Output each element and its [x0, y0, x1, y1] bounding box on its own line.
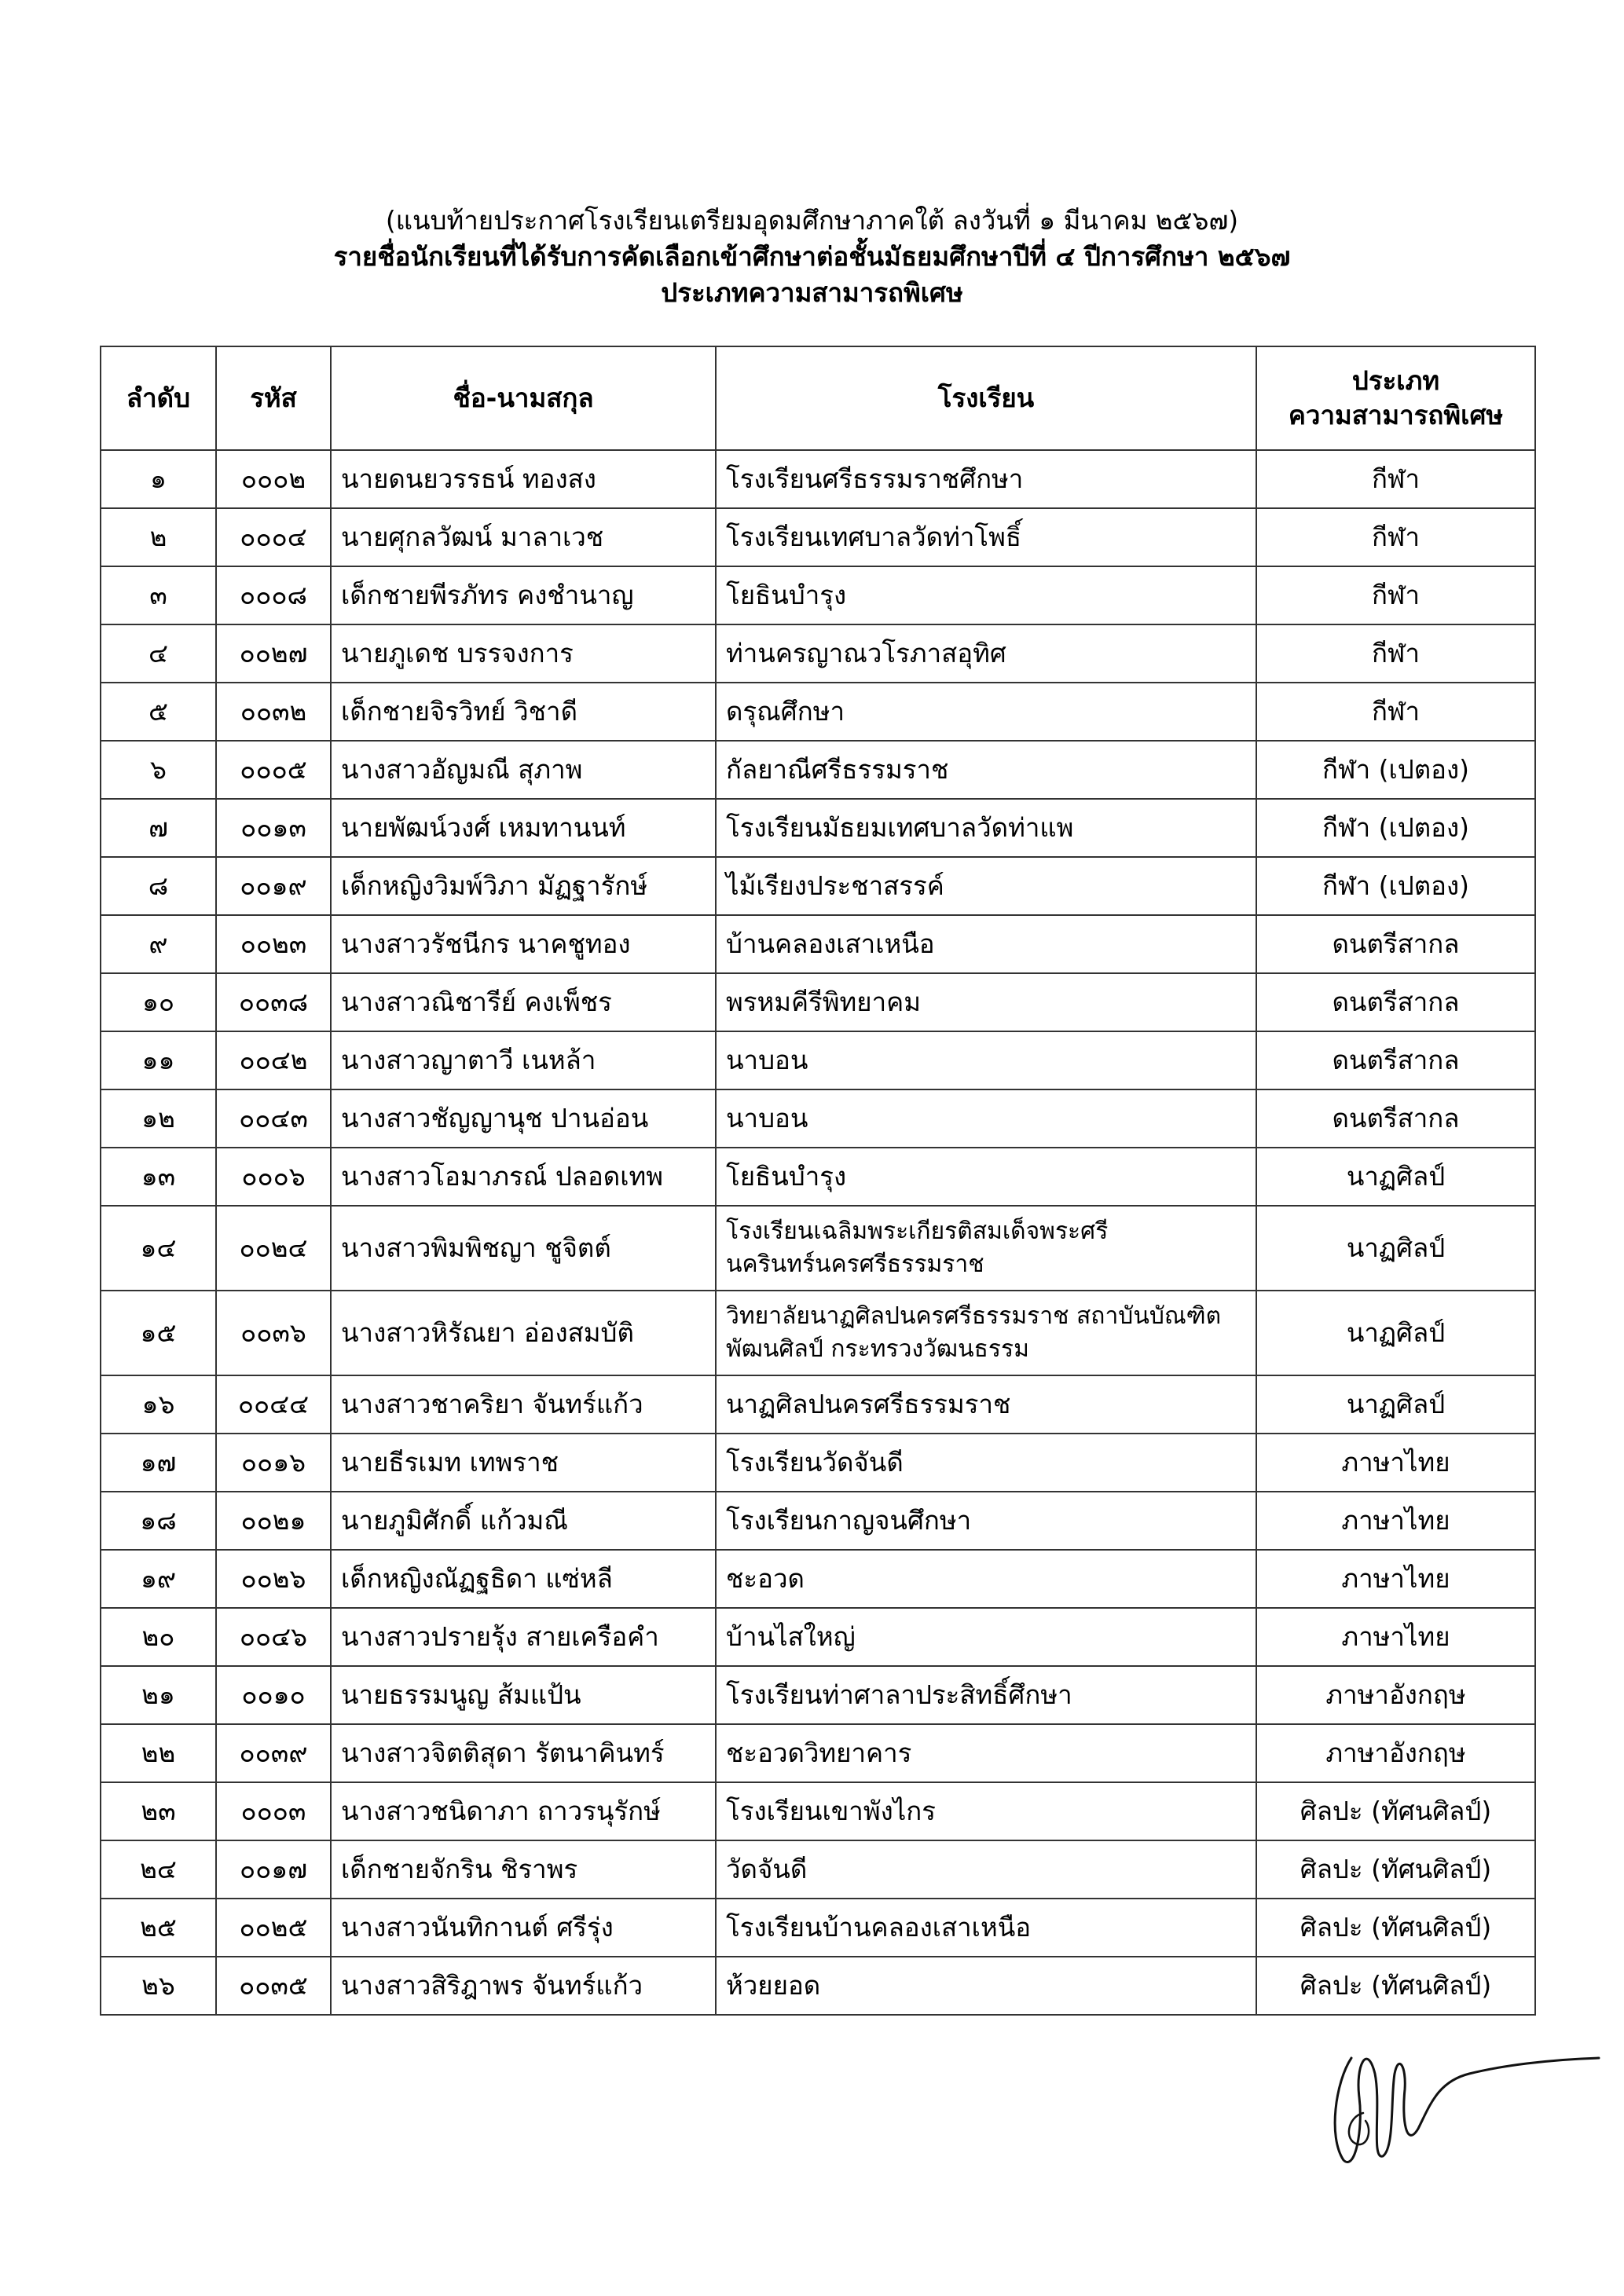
- cell-no: ๒: [101, 508, 216, 566]
- cell-name: นายภูเดช บรรจงการ: [331, 624, 716, 683]
- cell-category: กีฬา: [1256, 566, 1535, 624]
- cell-category: ภาษาอังกฤษ: [1256, 1666, 1535, 1724]
- cell-school: ท่านครญาณวโรภาสอุทิศ: [716, 624, 1256, 683]
- table-row: [101, 1492, 1535, 1550]
- cell-name: นายดนยวรรธน์ ทองสง: [331, 450, 716, 508]
- cell-school: [716, 1206, 1256, 1291]
- table-header-row: [101, 346, 1535, 450]
- table-row: [101, 1031, 1535, 1089]
- cell-school: บ้านคลองเสาเหนือ: [716, 915, 1256, 973]
- cell-name: เด็กชายจิรวิทย์ วิชาดี: [331, 683, 716, 741]
- table-row: [101, 1957, 1535, 2015]
- cell-name: นางสาวหิรัณยา อ่องสมบัติ: [331, 1291, 716, 1375]
- cell-category: นาฏศิลป์: [1256, 1291, 1535, 1375]
- table-row: [101, 1724, 1535, 1782]
- cell-school: โรงเรียนศรีธรรมราชศึกษา: [716, 450, 1256, 508]
- cell-category: ภาษาไทย: [1256, 1434, 1535, 1492]
- cell-code: ๐๐๓๘: [216, 973, 331, 1031]
- cell-school: โรงเรียนบ้านคลองเสาเหนือ: [716, 1899, 1256, 1957]
- cell-code: ๐๐๒๗: [216, 624, 331, 683]
- cell-school: นาฏศิลปนครศรีธรรมราช: [716, 1375, 1256, 1434]
- cell-no: ๗: [101, 799, 216, 857]
- cell-no: ๑: [101, 450, 216, 508]
- cell-code: ๐๐๒๖: [216, 1550, 331, 1608]
- cell-name: นายศุกลวัฒน์ มาลาเวช: [331, 508, 716, 566]
- cell-name: นางสาวชาคริยา จันทร์แก้ว: [331, 1375, 716, 1434]
- table-row: [101, 857, 1535, 915]
- cell-code: ๐๐๑๓: [216, 799, 331, 857]
- cell-code: ๐๐๐๘: [216, 566, 331, 624]
- table-row: [101, 1089, 1535, 1148]
- cell-no: ๒๓: [101, 1782, 216, 1840]
- col-header-no: ลำดับ: [101, 346, 216, 450]
- cell-school: โรงเรียนเขาพังไกร: [716, 1782, 1256, 1840]
- cell-school: นาบอน: [716, 1089, 1256, 1148]
- cell-category: ภาษาไทย: [1256, 1550, 1535, 1608]
- cell-category: ศิลปะ (ทัศนศิลป์): [1256, 1899, 1535, 1957]
- table-row: [101, 1291, 1535, 1375]
- table-row: [101, 1550, 1535, 1608]
- cell-category: นาฏศิลป์: [1256, 1148, 1535, 1206]
- cell-no: ๖: [101, 741, 216, 799]
- page-title: รายชื่อนักเรียนที่ได้รับการคัดเลือกเข้าศึกษาต่อชั้นมัธยมศึกษาปีที่ ๔ ปีการศึกษา ๒๕๖๗: [333, 241, 1291, 272]
- cell-name: นายพัฒน์วงศ์ เหมทานนท์: [331, 799, 716, 857]
- cell-no: ๒๑: [101, 1666, 216, 1724]
- cell-category: ดนตรีสากล: [1256, 1089, 1535, 1148]
- table-row: [101, 741, 1535, 799]
- cell-category: กีฬา: [1256, 683, 1535, 741]
- cell-school: ห้วยยอด: [716, 1957, 1256, 2015]
- cell-no: ๔: [101, 624, 216, 683]
- cell-code: ๐๐๓๕: [216, 1957, 331, 2015]
- cell-name: นางสาวณิชารีย์ คงเพ็ชร: [331, 973, 716, 1031]
- cell-no: ๑๘: [101, 1492, 216, 1550]
- cell-no: ๑๓: [101, 1148, 216, 1206]
- cell-school: ชะอวด: [716, 1550, 1256, 1608]
- cell-category: กีฬา (เปตอง): [1256, 857, 1535, 915]
- cell-category: ศิลปะ (ทัศนศิลป์): [1256, 1840, 1535, 1899]
- student-table: [100, 346, 1536, 2016]
- cell-code: ๐๐๔๖: [216, 1608, 331, 1666]
- col-header-code: รหัส: [216, 346, 331, 450]
- table-row: [101, 1666, 1535, 1724]
- cell-name: เด็กชายจักริน ชิราพร: [331, 1840, 716, 1899]
- table-row: [101, 1899, 1535, 1957]
- cell-category: กีฬา: [1256, 624, 1535, 683]
- cell-code: ๐๐๓๖: [216, 1291, 331, 1375]
- col-header-name: ชื่อ-นามสกุล: [331, 346, 716, 450]
- cell-school: กัลยาณีศรีธรรมราช: [716, 741, 1256, 799]
- table-row: [101, 973, 1535, 1031]
- cell-name: นางสาวชัญญานุช ปานอ่อน: [331, 1089, 716, 1148]
- table-row: [101, 1148, 1535, 1206]
- cell-category: ภาษาไทย: [1256, 1608, 1535, 1666]
- cell-school: บ้านไสใหญ่: [716, 1608, 1256, 1666]
- cell-category: ศิลปะ (ทัศนศิลป์): [1256, 1782, 1535, 1840]
- cell-name: นางสาวจิตติสุดา รัตนาคินทร์: [331, 1724, 716, 1782]
- cell-category: ภาษาไทย: [1256, 1492, 1535, 1550]
- cell-school: ไม้เรียงประชาสรรค์: [716, 857, 1256, 915]
- signature-stroke: [1335, 2058, 1599, 2162]
- cell-name: นางสาวโอมาภรณ์ ปลอดเทพ: [331, 1148, 716, 1206]
- cell-name: นางสาวชนิดาภา ถาวรนุรักษ์: [331, 1782, 716, 1840]
- cell-category: กีฬา: [1256, 508, 1535, 566]
- table-row: [101, 799, 1535, 857]
- cell-code: ๐๐๑๗: [216, 1840, 331, 1899]
- cell-code: ๐๐๒๔: [216, 1206, 331, 1291]
- cell-school-line1: โรงเรียนเฉลิมพระเกียรติสมเด็จพระศรี: [726, 1218, 1109, 1245]
- cell-no: ๒๔: [101, 1840, 216, 1899]
- cell-school: พรหมคีรีพิทยาคม: [716, 973, 1256, 1031]
- cell-school: โยธินบำรุง: [716, 1148, 1256, 1206]
- cell-no: ๑๗: [101, 1434, 216, 1492]
- cell-category: ดนตรีสากล: [1256, 1031, 1535, 1089]
- cell-no: ๑๐: [101, 973, 216, 1031]
- cell-school: โรงเรียนกาญจนศึกษา: [716, 1492, 1256, 1550]
- cell-code: ๐๐๐๖: [216, 1148, 331, 1206]
- cell-school: ชะอวดวิทยาคาร: [716, 1724, 1256, 1782]
- table-row: [101, 566, 1535, 624]
- cell-no: ๕: [101, 683, 216, 741]
- cell-category: ดนตรีสากล: [1256, 973, 1535, 1031]
- cell-code: ๐๐๐๔: [216, 508, 331, 566]
- cell-code: ๐๐๓๒: [216, 683, 331, 741]
- cell-school: โยธินบำรุง: [716, 566, 1256, 624]
- cell-name: เด็กชายพีรภัทร คงชำนาญ: [331, 566, 716, 624]
- cell-name: นายธีรเมท เทพราช: [331, 1434, 716, 1492]
- cell-school: นาบอน: [716, 1031, 1256, 1089]
- cell-name: นางสาวปรายรุ้ง สายเครือคำ: [331, 1608, 716, 1666]
- cell-school-line1: วิทยาลัยนาฏศิลปนครศรีธรรมราช สถาบันบัณฑิต: [726, 1302, 1222, 1330]
- cell-no: ๑๙: [101, 1550, 216, 1608]
- cell-no: ๑๑: [101, 1031, 216, 1089]
- cell-code: ๐๐๔๓: [216, 1089, 331, 1148]
- col-header-category: [1256, 346, 1535, 450]
- cell-no: ๒๒: [101, 1724, 216, 1782]
- attachment-line: (แนบท้ายประกาศโรงเรียนเตรียมอุดมศึกษาภาคใต้ ลงวันที่ ๑ มีนาคม ๒๕๖๗): [385, 205, 1239, 236]
- cell-category: ภาษาอังกฤษ: [1256, 1724, 1535, 1782]
- cell-no: ๘: [101, 857, 216, 915]
- cell-school-line2: พัฒนศิลป์ กระทรวงวัฒนธรรม: [726, 1335, 1029, 1363]
- cell-school-line2: นครินทร์นครศรีธรรมราช: [726, 1251, 984, 1278]
- cell-code: ๐๐๔๔: [216, 1375, 331, 1434]
- cell-name: เด็กหญิงวิมพ์วิภา มัฏฐารักษ์: [331, 857, 716, 915]
- cell-category: กีฬา (เปตอง): [1256, 799, 1535, 857]
- cell-no: ๑๖: [101, 1375, 216, 1434]
- cell-category: นาฏศิลป์: [1256, 1206, 1535, 1291]
- cell-category: กีฬา (เปตอง): [1256, 741, 1535, 799]
- table-row: [101, 1782, 1535, 1840]
- cell-name: นางสาวพิมพิชญา ชูจิตต์: [331, 1206, 716, 1291]
- cell-school: โรงเรียนวัดจันดี: [716, 1434, 1256, 1492]
- cell-school: [716, 1291, 1256, 1375]
- cell-category: ศิลปะ (ทัศนศิลป์): [1256, 1957, 1535, 2015]
- signature-mark: [1320, 2011, 1603, 2176]
- cell-no: ๒๐: [101, 1608, 216, 1666]
- table-row: [101, 1375, 1535, 1434]
- table-row: [101, 1206, 1535, 1291]
- cell-name: นางสาวสิริฎาพร จันทร์แก้ว: [331, 1957, 716, 2015]
- cell-no: ๑๔: [101, 1206, 216, 1291]
- cell-code: ๐๐๑๖: [216, 1434, 331, 1492]
- cell-code: ๐๐๒๑: [216, 1492, 331, 1550]
- table-row: [101, 1608, 1535, 1666]
- cell-school: โรงเรียนท่าศาลาประสิทธิ์ศึกษา: [716, 1666, 1256, 1724]
- cell-code: ๐๐๒๕: [216, 1899, 331, 1957]
- cell-name: นางสาวนันทิกานต์ ศรีรุ่ง: [331, 1899, 716, 1957]
- cell-category: นาฏศิลป์: [1256, 1375, 1535, 1434]
- cell-code: ๐๐๐๕: [216, 741, 331, 799]
- cell-code: ๐๐๒๓: [216, 915, 331, 973]
- cell-code: ๐๐๑๐: [216, 1666, 331, 1724]
- cell-category: ดนตรีสากล: [1256, 915, 1535, 973]
- table-row: [101, 450, 1535, 508]
- cell-code: ๐๐๔๒: [216, 1031, 331, 1089]
- cell-school: วัดจันดี: [716, 1840, 1256, 1899]
- table-row: [101, 624, 1535, 683]
- col-header-category-line2: ความสามารถพิเศษ: [1288, 400, 1504, 430]
- cell-no: ๒๕: [101, 1899, 216, 1957]
- cell-no: ๒๖: [101, 1957, 216, 2015]
- cell-no: ๑๒: [101, 1089, 216, 1148]
- cell-code: ๐๐๐๓: [216, 1782, 331, 1840]
- cell-no: ๓: [101, 566, 216, 624]
- cell-school: โรงเรียนเทศบาลวัดท่าโพธิ์: [716, 508, 1256, 566]
- cell-no: ๑๕: [101, 1291, 216, 1375]
- cell-code: ๐๐๐๒: [216, 450, 331, 508]
- cell-name: นางสาวรัชนีกร นาคชูทอง: [331, 915, 716, 973]
- cell-category: กีฬา: [1256, 450, 1535, 508]
- cell-name: นายธรรมนูญ ส้มแป้น: [331, 1666, 716, 1724]
- cell-name: นายภูมิศักดิ์ แก้วมณี: [331, 1492, 716, 1550]
- table-row: [101, 508, 1535, 566]
- table-row: [101, 1434, 1535, 1492]
- cell-school: โรงเรียนมัธยมเทศบาลวัดท่าแพ: [716, 799, 1256, 857]
- table-row: [101, 683, 1535, 741]
- cell-code: ๐๐๑๙: [216, 857, 331, 915]
- cell-name: นางสาวญาตาวี เนหล้า: [331, 1031, 716, 1089]
- document-header: [0, 203, 1624, 311]
- cell-code: ๐๐๓๙: [216, 1724, 331, 1782]
- table-row: [101, 915, 1535, 973]
- cell-no: ๙: [101, 915, 216, 973]
- page-subtitle: ประเภทความสามารถพิเศษ: [661, 277, 963, 308]
- table-row: [101, 1840, 1535, 1899]
- col-header-category-line1: ประเภท: [1351, 365, 1440, 396]
- col-header-school: โรงเรียน: [716, 346, 1256, 450]
- cell-name: เด็กหญิงณัฏฐธิดา แซ่หลี: [331, 1550, 716, 1608]
- cell-school: ดรุณศึกษา: [716, 683, 1256, 741]
- cell-name: นางสาวอัญมณี สุภาพ: [331, 741, 716, 799]
